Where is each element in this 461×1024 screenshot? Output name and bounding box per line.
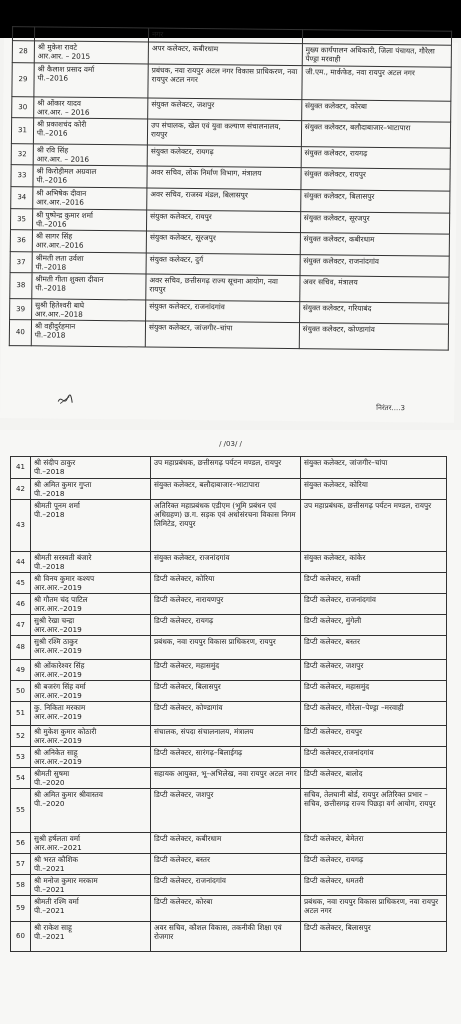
table-row	[11, 747, 447, 768]
current-posting-cell: संयुक्त कलेक्टर, राजनांदगांव	[151, 552, 301, 573]
serial-number-cell: 32	[11, 144, 33, 165]
officer-name-cell: श्री वहीदुर्रहमान पी.–2018	[31, 320, 145, 347]
name-cell	[34, 27, 148, 42]
table-row	[11, 833, 447, 854]
new-posting-cell: डिप्टी कलेक्टर, बस्तर	[301, 636, 447, 660]
officer-name-cell: सुश्री रेखा चन्द्रा आर.आर.–2019	[31, 615, 151, 636]
current-posting-cell: डिप्टी कलेक्टर, कोरबा	[151, 896, 301, 922]
new-posting-cell: डिप्टी कलेक्टर, मुंगेली	[301, 615, 447, 636]
signature-mark	[56, 393, 74, 407]
serial-number-cell: 52	[11, 726, 31, 747]
current-posting-cell: अपर कलेक्टर, कबीरधाम	[148, 42, 302, 66]
table-row	[11, 854, 447, 875]
current-posting-cell: संयुक्त कलेक्टर, जशपुर	[148, 98, 302, 121]
new-posting-cell: डिप्टी कलेक्टर, महासमुंद	[301, 681, 447, 702]
serial-number-cell: 47	[11, 615, 31, 636]
new-post-cell	[302, 30, 451, 46]
current-posting-cell: अवर सचिव, कौशल विकास, तकनीकी शिक्षा एवं रोजगार	[151, 922, 301, 952]
officer-name-cell: श्री कैलाश प्रसाद वर्मा पी.–2016	[34, 63, 148, 98]
table-row	[11, 875, 447, 896]
officer-name-cell: श्रीमती रश्मि वर्मा पी.–2021	[31, 896, 151, 922]
serial-number-cell: 59	[11, 896, 31, 922]
current-posting-cell: संयुक्त कलेक्टर, रायपुर	[147, 210, 301, 233]
current-posting-cell: डिप्टी कलेक्टर, कोण्डागांव	[151, 702, 301, 726]
current-posting-cell: डिप्टी कलेक्टर, नारायणपुर	[151, 594, 301, 615]
new-posting-cell: डिप्टी कलेक्टर, धमतरी	[301, 875, 447, 896]
serial-number-cell: 34	[11, 187, 33, 209]
serial-number-cell: 33	[11, 165, 33, 187]
table-row	[11, 457, 447, 479]
serial-number-cell: 49	[11, 660, 31, 681]
officer-name-cell: श्री ओंकारेश्वर सिंह आर.आर.–2019	[31, 660, 151, 681]
current-posting-cell: संयुक्त कलेक्टर, सूरजपुर	[146, 231, 300, 255]
officer-name-cell: श्री प्रकाशचंद कोरी पी.–2016	[33, 118, 147, 145]
current-posting-cell: डिप्टी कलेक्टर, कोरिया	[151, 573, 301, 594]
officer-name-cell: श्रीमती गीता शुक्ला दीवान पी.–2018	[32, 273, 146, 300]
current-posting-cell: संयुक्त कलेक्टर, रायगढ़	[147, 145, 301, 168]
current-posting-cell: डिप्टी कलेक्टर, जशपुर	[151, 789, 301, 833]
officer-name-cell: श्रीमती सरस्वती बंजारे पी.–2018	[31, 552, 151, 573]
current-posting-cell: अवर सचिव, राजस्व मंडल, बिलासपुर	[147, 188, 301, 212]
table-row	[11, 573, 447, 594]
transfer-table-page-3	[10, 456, 447, 952]
new-posting-cell: संयुक्त कलेक्टर, कबीरधाम	[300, 233, 450, 257]
table-row	[11, 479, 447, 500]
officer-name-cell: सुश्री हर्षलता वर्मा आर.आर.–2021	[31, 833, 151, 854]
page-number: / /03/ /	[219, 440, 242, 448]
serial-number-cell: 45	[11, 573, 31, 594]
serial-number-cell: 54	[11, 768, 31, 789]
serial-number-cell: 48	[11, 636, 31, 660]
officer-name-cell: कु. निकिता मरकाम आर.आर.–2019	[31, 702, 151, 726]
serial-number-cell: 46	[11, 594, 31, 615]
current-posting-cell: डिप्टी कलेक्टर, बस्तर	[151, 854, 301, 875]
current-posting-cell: संयुक्त कलेक्टर, बलौदाबाजार–भाटापारा	[151, 479, 301, 500]
current-posting-cell: संयुक्त कलेक्टर, राजनांदगांव	[146, 300, 300, 323]
current-posting-cell: प्रबंधक, नवा रायपुर विकास प्राधिकरण, रायपुर	[151, 636, 301, 660]
current-posting-cell: अवर सचिव, छत्तीसगढ़ राज्य सूचना आयोग, नवा रायपुर	[146, 274, 300, 302]
new-posting-cell: उप महाप्रबंधक, छत्तीसगढ़ पर्यटन मण्डल, रायपुर	[301, 500, 447, 552]
serial-number-cell: 58	[11, 875, 31, 896]
serial-number-cell: 44	[11, 552, 31, 573]
table-row	[11, 594, 447, 615]
new-posting-cell: डिप्टी कलेक्टर, बिलासपुर	[301, 922, 447, 952]
current-posting-cell: संयुक्त कलेक्टर, जांजगीर–चांपा	[145, 321, 299, 349]
continued-footer: निरंतर....3	[376, 403, 405, 413]
serial-number-cell: 35	[10, 209, 32, 230]
new-posting-cell: प्रबंधक, नवा रायपुर विकास प्राधिकरण, नवा रायपुर अटल नगर	[301, 896, 447, 922]
new-posting-cell: डिप्टी कलेक्टर, राजनांदगांव	[301, 594, 447, 615]
serial-cell	[12, 27, 34, 41]
serial-number-cell: 43	[11, 500, 31, 552]
officer-name-cell: श्री किरोड़ीमल अग्रवाल पी.–2016	[33, 165, 147, 188]
officer-name-cell: श्रीमती पूनम शर्मा पी.–2018	[31, 500, 151, 552]
officer-name-cell: श्री संदीप ठाकुर पी.–2018	[31, 457, 151, 479]
officer-name-cell: श्री गौतम चंद पाटिल आर.आर.–2019	[31, 594, 151, 615]
table-row	[11, 681, 447, 702]
table-row	[11, 768, 447, 789]
officer-name-cell: श्री मनोज कुमार मरकाम पी.–2021	[31, 875, 151, 896]
new-posting-cell: डिप्टी कलेक्टर, रायपुर	[301, 726, 447, 747]
current-posting-cell: संयुक्त कलेक्टर, दुर्ग	[146, 253, 300, 276]
serial-number-cell: 30	[12, 97, 34, 118]
officer-name-cell: श्री विनय कुमार कश्यप आर.आर.–2019	[31, 573, 151, 594]
new-posting-cell: संयुक्त कलेक्टर, कोरबा	[301, 100, 451, 123]
serial-number-cell: 53	[11, 747, 31, 768]
new-posting-cell: संयुक्त कलेक्टर, रायगढ़	[301, 147, 451, 170]
new-posting-cell: डिप्टी कलेक्टर,राजनांदगांव	[301, 747, 447, 768]
serial-number-cell: 42	[11, 479, 31, 500]
serial-number-cell: 51	[11, 702, 31, 726]
officer-name-cell: सुश्री हितेश्वरी बाघे आर.आर.–2018	[31, 299, 145, 321]
officer-name-cell: श्री अभिषेक दीवान आर.आर.–2016	[33, 187, 147, 210]
new-posting-cell: जी.एम., मार्कफेड, नवा रायपुर अटल नगर	[302, 66, 452, 102]
document-page-2	[0, 29, 458, 423]
transfer-table-page-2	[9, 26, 452, 351]
new-posting-cell: अवर सचिव, मंत्रालय	[299, 276, 449, 304]
new-posting-cell: मुख्य कार्यपालन अधिकारी, जिला पंचायत, गौरेला पेण्ड्रा मरवाही	[302, 44, 452, 68]
current-posting-cell: अतिरिक्त महाप्रबंधक एडीएम (भूमि प्रबंधन एवं अधिग्रहण) छ.ग. सड़क एवं अधोसंरचना विकास निगम लिमिटेड, रायपुर	[151, 500, 301, 552]
new-posting-cell: संयुक्त कलेक्टर, कांकेर	[301, 552, 447, 573]
table-row	[11, 896, 447, 922]
new-posting-cell: संयुक्त कलेक्टर, राजनांदगांव	[300, 255, 450, 278]
new-posting-cell: संयुक्त कलेक्टर, बलौदाबाजार–भाटापारा	[301, 121, 451, 149]
officer-name-cell: श्री मुकेश कुमार कोठारी आर.आर.–2019	[31, 726, 151, 747]
serial-number-cell: 38	[10, 273, 32, 299]
table-row	[11, 922, 447, 952]
table-row	[11, 615, 447, 636]
officer-name-cell: श्री अमित कुमार श्रीवास्तव पी.–2020	[31, 789, 151, 833]
new-posting-cell: डिप्टी कलेक्टर, बेमेतरा	[301, 833, 447, 854]
table-row	[11, 552, 447, 573]
document-page-3	[0, 430, 461, 1024]
table-row	[11, 702, 447, 726]
serial-number-cell: 55	[11, 789, 31, 833]
table-row	[11, 726, 447, 747]
serial-number-cell: 41	[11, 457, 31, 479]
current-posting-cell: डिप्टी कलेक्टर, कबीरधाम	[151, 833, 301, 854]
serial-number-cell: 60	[11, 922, 31, 952]
new-posting-cell: संयुक्त कलेक्टर, बिलासपुर	[300, 190, 450, 214]
new-posting-cell: सचिव, तेलघानी बोर्ड, रायपुर अतिरिक्त प्रभार – सचिव, छत्तीसगढ़ राज्य पिछड़ा वर्ग आयोग, रायपुर	[301, 789, 447, 833]
current-posting-cell: डिप्टी कलेक्टर, राजनांदगांव	[151, 875, 301, 896]
officer-name-cell: श्री सागर सिंह आर.आर.–2016	[32, 230, 146, 253]
serial-number-cell: 36	[10, 230, 32, 252]
new-posting-cell: डिप्टी कलेक्टर, बालोद	[301, 768, 447, 789]
officer-name-cell: श्री बजरंग सिंह वर्मा आर.आर.–2019	[31, 681, 151, 702]
serial-number-cell: 37	[10, 252, 32, 273]
serial-number-cell: 40	[9, 320, 31, 346]
officer-name-cell: श्री ओंकार यादव आर.आर. – 2016	[34, 97, 148, 119]
serial-number-cell: 39	[10, 299, 32, 320]
officer-name-cell: श्रीमती लता उर्वशा पी.–2018	[32, 252, 146, 274]
serial-number-cell: 29	[12, 63, 34, 97]
current-posting-cell: अवर सचिव, लोक निर्माण विभाग, मंत्रालय	[147, 166, 301, 190]
officer-name-cell: श्रीमती सुषमा पी.–2020	[31, 768, 151, 789]
officer-name-cell: श्री रवि सिंह आर.आर. – 2016	[33, 144, 147, 166]
new-posting-cell: संयुक्त कलेक्टर, सूरजपुर	[300, 212, 450, 235]
current-posting-cell: सहायक आयुक्त, भू–अभिलेख, नवा रायपुर अटल नगर	[151, 768, 301, 789]
current-posting-cell: डिप्टी कलेक्टर, बिलासपुर	[151, 681, 301, 702]
new-posting-cell: संयुक्त कलेक्टर, गरियाबंद	[299, 302, 449, 325]
table-row	[11, 789, 447, 833]
officer-name-cell: सुश्री रश्मि ठाकुर आर.आर.–2019	[31, 636, 151, 660]
new-posting-cell: डिप्टी कलेक्टर, गौरेला–पेण्ड्रा –मरवाही	[301, 702, 447, 726]
table-row	[11, 500, 447, 552]
officer-name-cell: श्री पुष्पेन्द्र कुमार शर्मा पी.–2016	[32, 209, 146, 231]
current-posting-cell: संचालक, संपदा संचालनालय, मंत्रालय	[151, 726, 301, 747]
officer-name-cell: श्री भरत कौशिक पी.–2021	[31, 854, 151, 875]
current-posting-cell: डिप्टी कलेक्टर, महासमुंद	[151, 660, 301, 681]
officer-name-cell: श्री अमित कुमार गुप्ता पी.–2018	[31, 479, 151, 500]
new-posting-cell: संयुक्त कलेक्टर, जांजगीर–चांपा	[301, 457, 447, 479]
table-row	[11, 636, 447, 660]
current-posting-cell: डिप्टी कलेक्टर, रायगढ़	[151, 615, 301, 636]
officer-name-cell: श्री अनिकेत साहू आर.आर.–2019	[31, 747, 151, 768]
current-post-cell: नगर	[149, 28, 303, 44]
officer-name-cell: श्री मुकेश रावटे आर.आर. – 2015	[34, 41, 148, 64]
serial-number-cell: 31	[11, 118, 33, 144]
serial-number-cell: 57	[11, 854, 31, 875]
new-posting-cell: डिप्टी कलेक्टर, जशपुर	[301, 660, 447, 681]
current-posting-cell: प्रबंधक, नवा रायपुर अटल नगर विकास प्राधिकरण, नवा रायपुर अटल नगर	[148, 64, 302, 100]
current-posting-cell: उप संचालक, खेल एवं युवा कल्याण संचालनालय, रायपुर	[147, 119, 301, 147]
new-posting-cell: संयुक्त कलेक्टर, रायपुर	[301, 168, 451, 192]
table-row	[9, 320, 448, 351]
new-posting-cell: डिप्टी कलेक्टर, सक्ती	[301, 573, 447, 594]
new-posting-cell: संयुक्त कलेक्टर, कोरिया	[301, 479, 447, 500]
new-posting-cell: संयुक्त कलेक्टर, कोण्डागांव	[299, 323, 449, 351]
table-row	[11, 660, 447, 681]
serial-number-cell: 50	[11, 681, 31, 702]
new-posting-cell: डिप्टी कलेक्टर, रायगढ़	[301, 854, 447, 875]
table-row	[12, 63, 451, 102]
officer-name-cell: श्री राकेश साहू पी.–2021	[31, 922, 151, 952]
serial-number-cell: 28	[12, 41, 34, 63]
serial-number-cell: 56	[11, 833, 31, 854]
current-posting-cell: डिप्टी कलेक्टर, सारंगढ़–बिलाईगढ़	[151, 747, 301, 768]
current-posting-cell: उप महाप्रबंधक, छत्तीसगढ़ पर्यटन मण्डल, रायपुर	[151, 457, 301, 479]
